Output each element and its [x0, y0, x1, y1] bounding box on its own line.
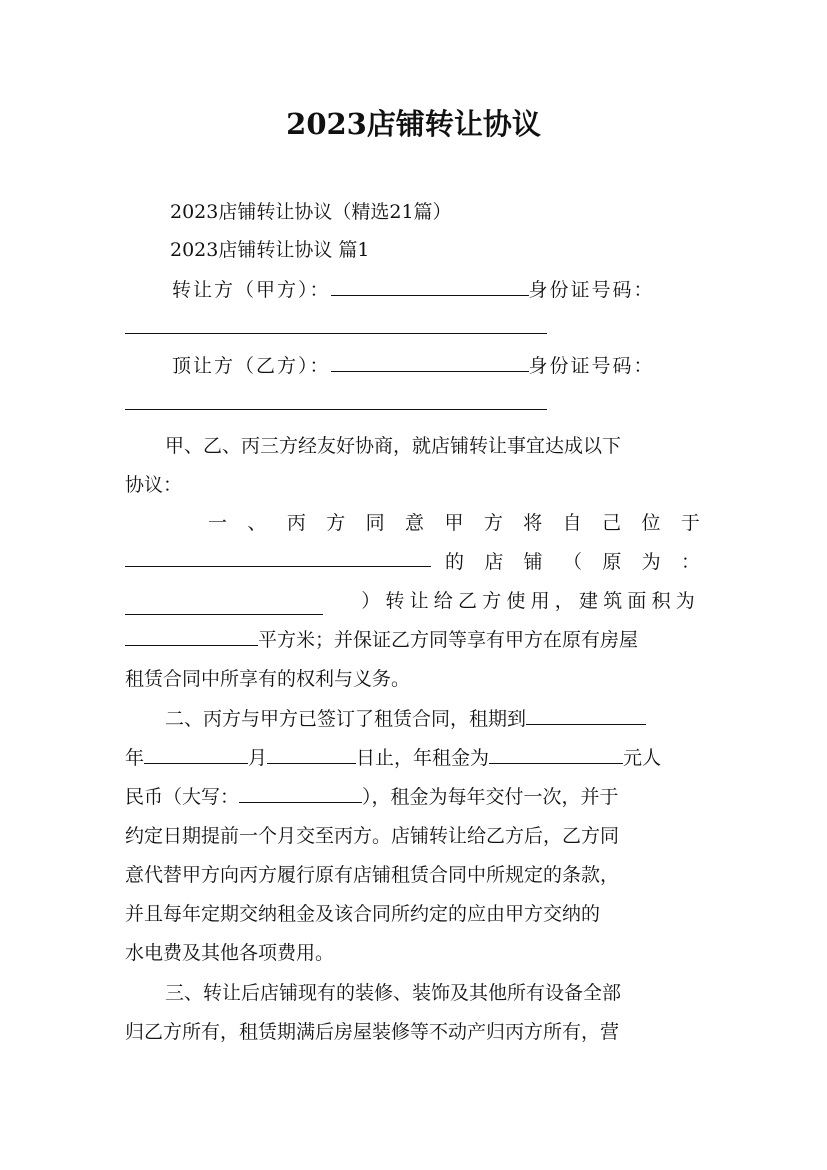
- transferee-name-blank[interactable]: [331, 353, 529, 372]
- clause-1-line-2: [125, 548, 700, 576]
- month-label: 月: [248, 747, 268, 769]
- rmb-label: 民币（大写：: [125, 786, 240, 808]
- section-heading: 2023店铺转让协议 篇1: [170, 239, 370, 261]
- clause-2-line-5: 意代替甲方向丙方履行原有店铺租赁合同中所规定的条款，: [125, 864, 620, 886]
- shop-location-blank[interactable]: [125, 548, 431, 567]
- clause-2-line-4: 约定日期提前一个月交至丙方。店铺转让给乙方后，乙方同: [125, 825, 620, 847]
- clause-3-line-1: 三、转让后店铺现有的装修、装饰及其他所有设备全部: [165, 982, 622, 1004]
- clause-2-payment-text: ），租金为每年交付一次，并于: [362, 786, 619, 808]
- document-title: 2023店铺转让协议: [286, 107, 541, 141]
- transferor-id-line: [125, 314, 547, 342]
- clause-3-line-2: 归乙方所有，租赁期满后房屋装修等不动产归丙方所有，营: [125, 1021, 620, 1043]
- transferor-name-blank[interactable]: [331, 277, 529, 296]
- intro-line-1: 甲、乙、丙三方经友好协商，就店铺转让事宜达成以下: [165, 435, 622, 457]
- clause-2-line-7: 水电费及其他各项费用。: [125, 942, 335, 964]
- year-blank[interactable]: [144, 745, 248, 764]
- transferor-id-blank[interactable]: [125, 315, 547, 334]
- clause-1-line-5: 租赁合同中所享有的权利与义务。: [125, 668, 411, 690]
- rent-in-words-blank[interactable]: [239, 784, 362, 803]
- clause-2-line-3: [125, 783, 619, 811]
- intro-line-2: 协议：: [125, 474, 183, 496]
- clause-2-lease-text: 二、丙方与甲方已签订了租赁合同，租期到: [165, 708, 527, 730]
- clause-1-line-3: [125, 587, 700, 615]
- original-shop-blank[interactable]: [125, 596, 323, 615]
- clause-1-line-1: 一 、 丙 方 同 意 甲 方 将 自 己 位 于: [208, 512, 700, 534]
- transferor-id-label: 身份证号码：: [528, 279, 655, 301]
- clause-2-line-2: [125, 744, 661, 772]
- transferee-label: 顶让方（乙方）：: [172, 355, 331, 377]
- clause-2-line-6: 并且每年定期交纳租金及该合同所约定的应由甲方交纳的: [125, 903, 601, 925]
- clause-1-line-4: [125, 626, 638, 654]
- clause-2-line-1: [165, 705, 646, 733]
- clause-1-transfer-text: ）转让给乙方使用，建筑面积为: [361, 590, 700, 612]
- transferee-id-label: 身份证号码：: [528, 355, 655, 377]
- transferor-label: 转让方（甲方）：: [172, 279, 331, 301]
- area-blank[interactable]: [125, 627, 258, 646]
- transferor-line: [172, 276, 655, 304]
- day-rent-label: 日止，年租金为: [356, 747, 490, 769]
- clause-1-shop-text: 的 店 铺 （ 原 为 ：: [445, 551, 700, 573]
- annual-rent-blank[interactable]: [489, 745, 623, 764]
- yuan-label: 元人: [623, 747, 662, 769]
- transferee-line: [172, 352, 655, 380]
- year-label: 年: [125, 747, 145, 769]
- transferee-id-blank[interactable]: [125, 391, 547, 410]
- transferee-id-line: [125, 390, 547, 418]
- clause-1-area-text: 平方米；并保证乙方同等享有甲方在原有房屋: [258, 629, 639, 651]
- month-blank[interactable]: [267, 745, 356, 764]
- lease-end-blank[interactable]: [526, 706, 646, 725]
- document-subtitle: 2023店铺转让协议（精选21篇）: [170, 201, 452, 223]
